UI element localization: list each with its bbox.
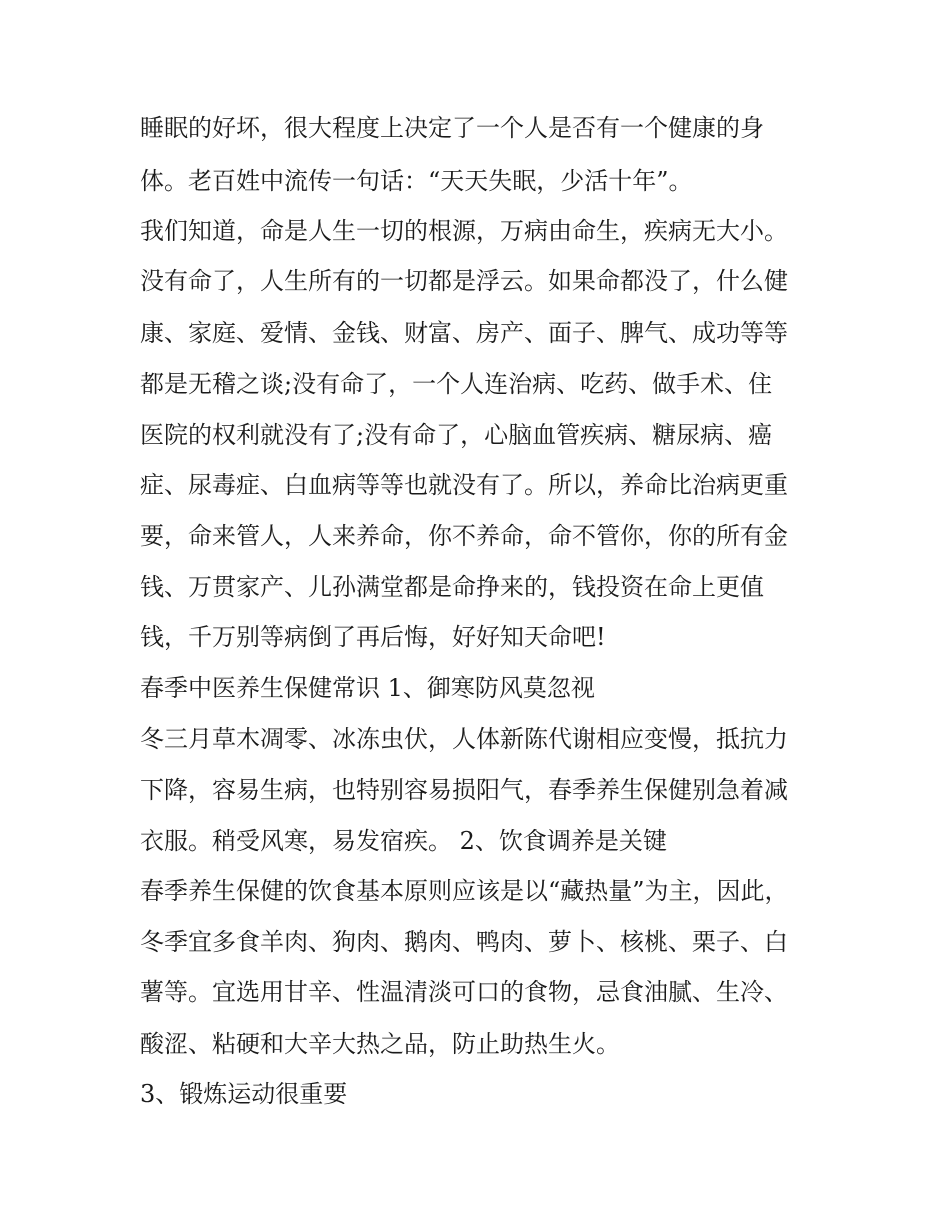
text-line: 没有命了，人生所有的一切都是浮云。如果命都没了，什么健 xyxy=(140,267,788,295)
text-line: 钱、万贯家产、儿孙满堂都是命挣来的，钱投资在命上更值 xyxy=(140,573,764,601)
text-line: 康、家庭、爱情、金钱、财富、房产、面子、脾气、成功等等 xyxy=(140,319,788,347)
text-line: 春季养生保健的饮食基本原则应该是以“藏热量”为主，因此， xyxy=(140,877,789,905)
text-line: 衣服。稍受风寒，易发宿疾。 2、饮食调养是关键 xyxy=(140,827,667,855)
text-line: 钱，千万别等病倒了再后悔，好好知天命吧! xyxy=(140,623,606,651)
text-line: 下降，容易生病，也特别容易损阳气，春季养生保健别急着减 xyxy=(140,776,788,804)
text-line: 医院的权利就没有了;没有命了，心脑血管疾病、糖尿病、癌 xyxy=(140,421,773,449)
text-line: 要，命来管人，人来养命，你不养命，命不管你，你的所有金 xyxy=(140,522,788,550)
text-line: 我们知道，命是人生一切的根源，万病由命生，疾病无大小。 xyxy=(140,217,788,245)
text-line: 体。老百姓中流传一句话：“天天失眠，少活十年”。 xyxy=(140,167,693,195)
text-line: 都是无稽之谈;没有命了，一个人连治病、吃药、做手术、住 xyxy=(140,370,773,398)
text-line: 冬季宜多食羊肉、狗肉、鹅肉、鸭肉、萝卜、核桃、栗子、白 xyxy=(140,928,788,956)
text-line: 症、尿毒症、白血病等等也就没有了。所以，养命比治病更重 xyxy=(140,471,788,499)
text-line: 睡眠的好坏，很大程度上决定了一个人是否有一个健康的身 xyxy=(140,114,764,142)
text-line: 薯等。宜选用甘辛、性温清淡可口的食物，忌食油腻、生冷、 xyxy=(140,978,788,1006)
text-line: 酸涩、粘硬和大辛大热之品，防止助热生火。 xyxy=(140,1030,620,1058)
section-heading-line: 春季中医养生保健常识 1、御寒防风莫忽视 xyxy=(140,674,595,702)
text-line: 冬三月草木凋零、冰冻虫伏，人体新陈代谢相应变慢，抵抗力 xyxy=(140,725,788,753)
section-heading-line: 3、锻炼运动很重要 xyxy=(140,1080,348,1108)
